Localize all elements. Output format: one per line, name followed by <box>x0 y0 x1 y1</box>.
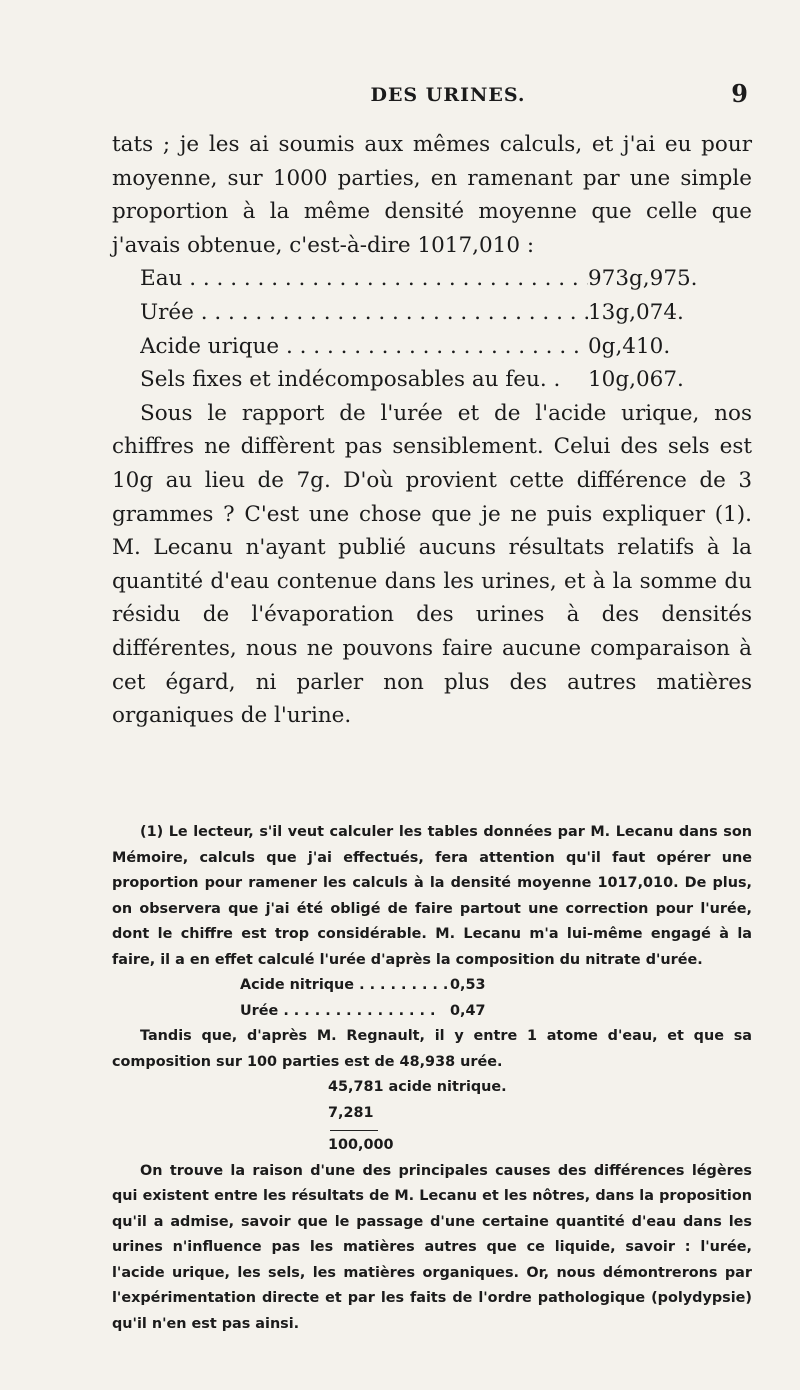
footnote <box>112 820 752 1337</box>
footnote-row-label: Acide nitrique . . . <box>240 973 450 999</box>
main-text <box>112 128 752 733</box>
footnote-paragraph: On trouve la raison d'une des principales causes des différences légères qui existent entre les résultats de M. Lecanu et les nôtres, dans la proposition qu'il a admise, savoir que le passage d'une certaine quantité d'eau dans les urines n'influence pas les matières autres que ce liquide, savoir : l'urée, l'acide urique, les sels, les matières organiques. Or, nous démontrerons par l'expérimentation directe et par les faits de l'ordre pathologique (polydypsie) qu'il n'en est pas ainsi. <box>112 1162 752 1332</box>
footnote-row-label: Urée . . . <box>240 999 450 1025</box>
intro-paragraph: tats ; je les ai soumis aux mêmes calculs, et j'ai eu pour moyenne, sur 1000 parties, en ramenant par une simple proportion à la même densité moyenne que celle que j'avais obtenue, c'est-à-dire 1017,010 : <box>112 132 752 258</box>
discussion-paragraph: Sous le rapport de l'urée et de l'acide urique, nos chiffres ne diffèrent pas sensiblement. Celui des sels est 10g au lieu de 7g. D'où provient cette différence de 3 grammes ? C'est une chose que je ne puis expliquer (1). M. Lecanu n'ayant publié aucuns résultats relatifs à la quantité d'eau contenue dans les urines, et à la somme du résidu de l'évaporation des urines à des densités différentes, nous ne pouvons faire aucune comparaison à cet égard, ni parler non plus des autres matières organiques de l'urine. <box>112 400 752 729</box>
table-row <box>140 330 728 364</box>
row-value: 0g,410. <box>588 333 671 359</box>
composition-line: 45,781 acide nitrique. <box>328 1079 507 1095</box>
running-title: DES URINES. <box>370 84 526 106</box>
composition-lines <box>328 1075 752 1159</box>
table-row <box>140 363 728 397</box>
row-label: Acide urique . . . <box>140 330 588 364</box>
row-value: 13g,074. <box>588 299 684 325</box>
composition-total: 100,000 <box>328 1137 394 1153</box>
row-value: 973g,975. <box>588 266 698 292</box>
footnote-row-value: 0,53 <box>450 977 486 993</box>
row-label: Urée . . . <box>140 296 588 330</box>
table-row <box>140 296 728 330</box>
footnote-paragraph: (1) Le lecteur, s'il veut calculer les tables données par M. Lecanu dans son Mémoire, calculs que j'ai effectués, fera attention qu'il faut opérer une proportion pour ramener les calculs à la densité moyenne 1017,010. De plus, on observera que j'ai été obligé de faire partout une correction pour l'urée, dont le chiffre est trop considérable. M. Lecanu m'a lui-même engagé à la faire, il a en effet calculé l'urée d'après la composition du nitrate d'urée. <box>112 824 752 968</box>
composition-line: 7,281 <box>328 1104 374 1121</box>
row-value: 10g,067. <box>588 367 684 393</box>
table-row <box>140 262 728 296</box>
row-label: Sels fixes et indécomposables au feu. . <box>140 367 561 393</box>
footnote-row <box>240 973 752 999</box>
row-label: Eau . . . <box>140 262 588 296</box>
page-header <box>148 79 748 114</box>
footnote-row <box>240 999 752 1025</box>
footnote-paragraph: Tandis que, d'après M. Regnault, il y entre 1 atome d'eau, et que sa composition sur 100 parties est de 48,938 urée. <box>112 1028 752 1070</box>
page-number: 9 <box>731 79 748 108</box>
footnote-table <box>240 973 752 1024</box>
sum-rule <box>330 1130 378 1131</box>
footnote-row-value: 0,47 <box>450 1002 486 1019</box>
composition-table <box>140 262 728 396</box>
